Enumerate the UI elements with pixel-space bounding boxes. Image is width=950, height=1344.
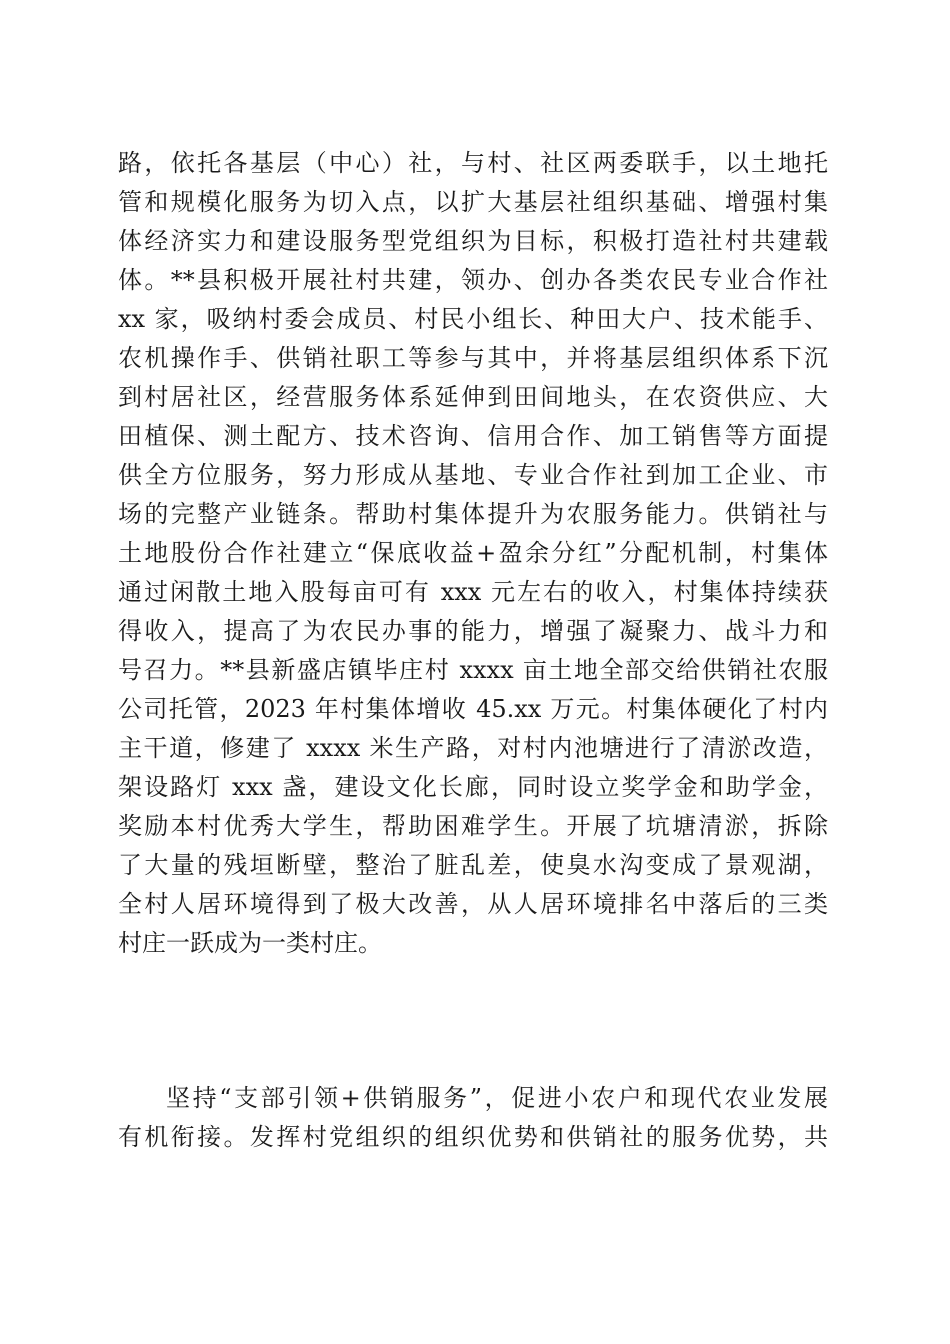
text-line: 号召力。**县新盛店镇毕庄村 xxxx 亩土地全部交给供销社农服 [118,656,828,684]
text-line: 到村居社区，经营服务体系延伸到田间地头，在农资供应、大 [118,383,828,411]
text-line: 了大量的残垣断壁，整治了脏乱差，使臭水沟变成了景观湖， [118,851,828,879]
text-line: 体。**县积极开展社村共建，领办、创办各类农民专业合作社 [118,266,828,294]
text-line: 通过闲散土地入股每亩可有 xxx 元左右的收入，村集体持续获 [118,578,828,606]
text-line: 村庄一跃成为一类村庄。 [118,929,382,957]
text-line: 得收入，提高了为农民办事的能力，增强了凝聚力、战斗力和 [118,617,828,645]
text-line: 田植保、测土配方、技术咨询、信用合作、加工销售等方面提 [118,422,828,450]
text-line: 架设路灯 xxx 盏，建设文化长廊，同时设立奖学金和助学金， [118,773,828,801]
text-line: 全村人居环境得到了极大改善，从人居环境排名中落后的三类 [118,890,828,918]
text-line: xx 家，吸纳村委会成员、村民小组长、种田大户、技术能手、 [118,305,828,333]
text-line: 奖励本村优秀大学生，帮助困难学生。开展了坑塘清淤，拆除 [118,812,828,840]
text-line: 坚持“支部引领+供销服务”，促进小农户和现代农业发展 [166,1084,828,1112]
text-line: 管和规模化服务为切入点，以扩大基层社组织基础、增强村集 [118,188,828,216]
text-line: 场的完整产业链条。帮助村集体提升为农服务能力。供销社与 [118,500,828,528]
text-line: 供全方位服务，努力形成从基地、专业合作社到加工企业、市 [118,461,828,489]
text-line: 有机衔接。发挥村党组织的组织优势和供销社的服务优势，共 [118,1123,828,1151]
text-line: 路，依托各基层（中心）社，与村、社区两委联手，以土地托 [118,149,828,177]
text-line: 公司托管，2023 年村集体增收 45.xx 万元。村集体硬化了村内 [118,695,828,723]
text-line: 体经济实力和建设服务型党组织为目标，积极打造社村共建载 [118,227,828,255]
paragraph-1 [118,144,828,963]
text-line: 土地股份合作社建立“保底收益+盈余分红”分配机制，村集体 [118,539,828,567]
text-line: 主干道，修建了 xxxx 米生产路，对村内池塘进行了清淤改造， [118,734,828,762]
text-line: 农机操作手、供销社职工等参与其中，并将基层组织体系下沉 [118,344,828,372]
paragraph-2 [118,1079,828,1157]
